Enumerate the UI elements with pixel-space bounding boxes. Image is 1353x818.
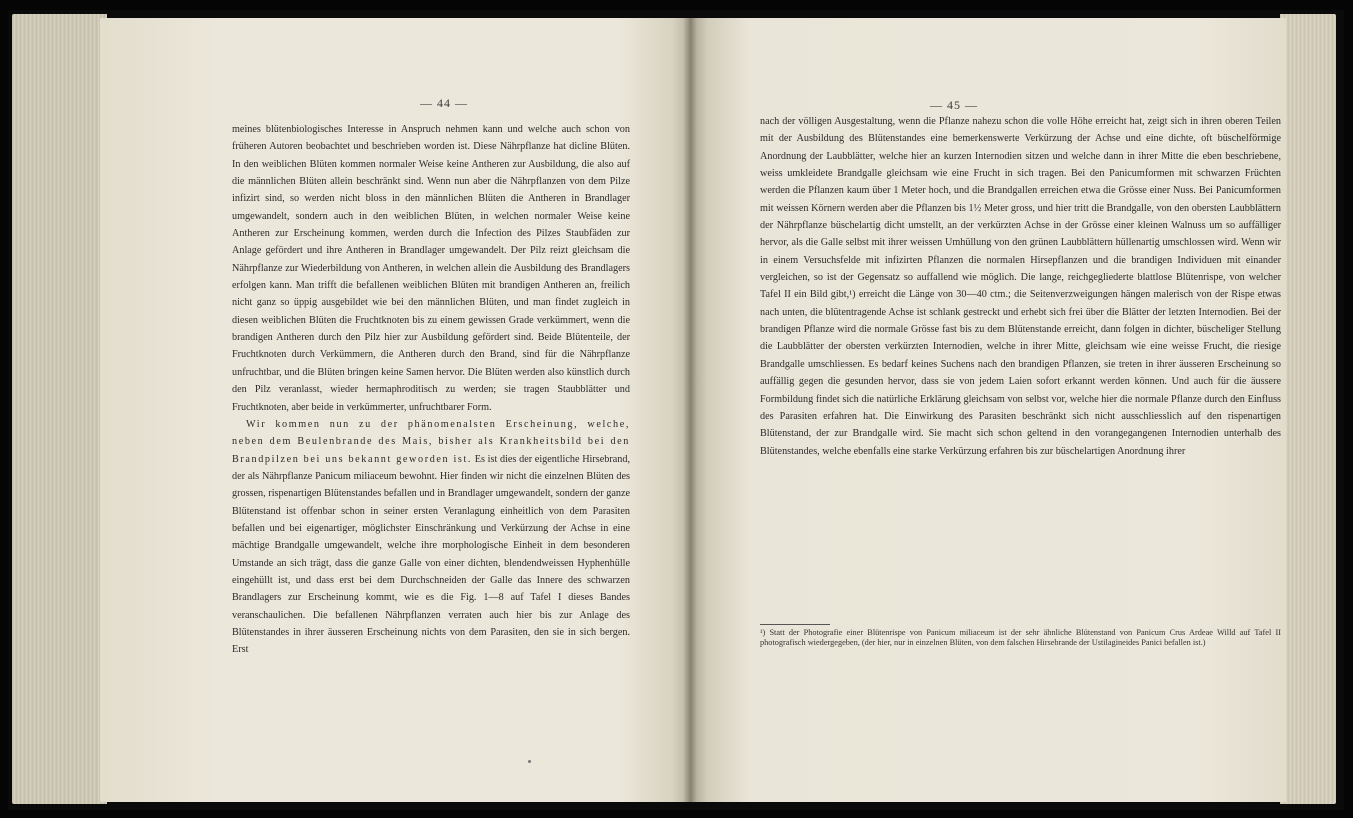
left-page-text: [232, 121, 630, 659]
right-page-edges: [1280, 14, 1336, 804]
left-page-number: — 44 —: [420, 96, 468, 110]
left-paragraph-2-spaced: Wir kommen nun zu der phänomenalsten Erscheinung, welche, neben dem Beulenbrande des Mais, bisher als Krankheitsbild bei den Brandpilzen bei uns bekannt geworden ist.: [232, 418, 630, 465]
right-page-text: [760, 113, 1281, 460]
right-paragraph-1: nach der völligen Ausgestaltung, wenn die Pflanze nahezu schon die volle Höhe erreicht hat, zeigt sich in ihren oberen Teilen mit der Ausbildung des Blütenstandes eine bemerkenswerte Verkürzung der Achse und eine dichte, oft büschelförmige Anordnung der Laubblätter, welche hier an kurzen Internodien sitzen und welche dann in ihrer Mitte die eben beschriebene, weiss umkleidete Brandgalle gleichsam wie eine Frucht in sich tragen. Bei den Panicumformen mit schwarzen Früchten werden die Pflanzen kaum über 1 Meter hoch, und die Brandgallen erreichen etwa die Grösse einer Nuss. Bei Panicumformen mit weissen Körnern werden aber die Pflanzen bis 1½ Meter gross, und hier tritt die Brandgalle, von den obersten Laubblättern der Nährpflanze büschelartig dicht umstellt, an der verkürzten Achse in der Grösse einer kleinen Walnuss um so auffälliger hervor, als die Galle selbst mit ihrer weissen Umhüllung von den grünen Laubblättern hüllenartig umschlossen wird. Wenn wir in einem Versuchsfelde mit infizirten Pflanzen die normalen Hirsepflanzen und die brandigen Individuen mit einander vergleichen, so ist der Gegensatz so auffallend wie möglich. Die lange, reichgegliederte blattlose Blütenrispe, von welcher Tafel II ein Bild gibt,¹) erreicht die Länge von 30—40 ctm.; die Seitenverzweigungen hängen malerisch von der Rispe etwas nach unten, die blütentragende Achse ist schlank gestreckt und erhebt sich frei über die Blätter der letzten Internodien. Bei der brandigen Pflanze wird die normale Grösse fast bis zu dem Blütenstande erreicht, dann folgen in dichter, büscheliger Stellung die Laubblätter der obersten verkürzten Internodien, welche in ihrer Mitte, gleichsam wie eine weisse Frucht, die riesige Brandgalle umschliessen. Es bedarf keines Suchens nach den brandigen Pflanzen, sie treten in ihrer äusseren Erscheinung so auffällig gegen die gesunden hervor, dass sie von jedem Laien sofort erkannt werden können. Und auch für die äussere Formbildung findet sich die natürliche Erklärung gleichsam von selbst vor, welche hier die normale Pflanze durch den Einfluss des Parasiten erfahren hat. Die Einwirkung des Parasiten beschränkt sich nicht ausschliesslich auf den rispenartigen Blütenstand, der zur Brandgalle wird. Sie macht sich schon geltend in den vorangegangenen Internodien unterhalb des Blütenstandes, welche ebenfalls eine starke Verkürzung erfahren bis zur büschelartigen Anordnung ihrer: [760, 116, 1281, 457]
right-page-number: — 45 —: [930, 98, 978, 112]
footnote: ¹) Statt der Photografie einer Blütenrispe von Panicum miliaceum ist der sehr ähnliche Blütenstand von Panicum Crus Ardeae Willd auf Tafel II photografisch wiedergegeben, (der hier, nur in einzelnen Blüten, von dem falschen Hirsebrande der Ustilagineides Panici befallen ist.): [760, 628, 1281, 648]
left-page-edges: [12, 14, 107, 804]
paper-speck: [528, 760, 531, 763]
left-paragraph-2: [232, 416, 630, 659]
left-paragraph-2-rest: Es ist dies der eigentliche Hirsebrand, der als Nährpflanze Panicum miliaceum bewohnt. Hier finden wir nicht die einzelnen Blüten des grossen, rispenartigen Blütenstandes befallen und in Brandlager umgewandelt, sondern der ganze Blütenstand ist offenbar schon in seiner ersten Veranlagung einheitlich von dem Parasiten befallen und bei eigenartiger, möglichster Einschränkung und Verkürzung der Achse in eine mächtige Brandgalle umgewandelt, welche ihre morphologische Einheit in dem besonderen Umstande an sich trägt, dass die ganze Galle von einer dichten, blendendweissen Hyphenhülle eingehüllt ist, und dass erst bei dem Durchschneiden der Galle das Innere des schwarzen Brandlagers zur Erscheinung kommt, wie es die Fig. 1—8 auf Tafel I dieses Bandes veranschaulichen. Die befallenen Nährpflanzen verraten auch hier bis zur Anlage des Blütenstandes in ihrer äusseren Erscheinung nichts von dem Parasiten, den sie in sich bergen. Erst: [232, 453, 631, 656]
book-gutter: [683, 18, 697, 802]
footnote-rule: [760, 624, 830, 625]
left-paragraph-1: meines blütenbiologisches Interesse in Anspruch nehmen kann und welche auch schon von früheren Autoren beobachtet und beschrieben worden ist. Diese Nährpflanze hat dicline Blüten. In den weiblichen Blüten kommen normaler Weise keine Antheren zur Ausbildung, die also auf die männlichen Blüten allein beschränkt sind. Wenn nun aber die Nährpflanzen von dem Pilze infizirt sind, so werden nicht bloss in den männlichen Blüten die Antheren in Brandlager umgewandelt, sondern auch in den weiblichen Blüten, in welchen normaler Weise keine Antheren zur Erscheinung kommen, werden durch die Infection des Pilzes Staubfäden zur Anlage gefördert und ihre Antheren in Brandlager umgewandelt. Der Pilz reizt gleichsam die Nährpflanze zur Wiederbildung von Antheren, in welchen allein die Ausbildung des Brandlagers erfolgen kann. Man trifft die befallenen weiblichen Blüten mit brandigen Antheren an, freilich nicht ganz so üppig ausgebildet wie bei den männlichen Blüten, und man findet zugleich in diesen weiblichen Blüten die Fruchtknoten bis zu einem gewissen Grade verkümmert, wenn die brandigen Antheren durch den Pilz hier zur Ausbildung gefördert sind. Beide Blütenteile, der Fruchtknoten durch Verkümmern, die Antheren durch den Brand, sind für die Nährpflanze unfruchtbar, und die Blüten bringen keine Samen hervor. Die Blüten werden also künstlich durch den Pilz veranlasst, wieder hermaphroditisch zu werden; sie tragen Staubblätter und Fruchtknoten, aber beide in verkümmerter, unfruchtbarer Form.: [232, 124, 630, 413]
